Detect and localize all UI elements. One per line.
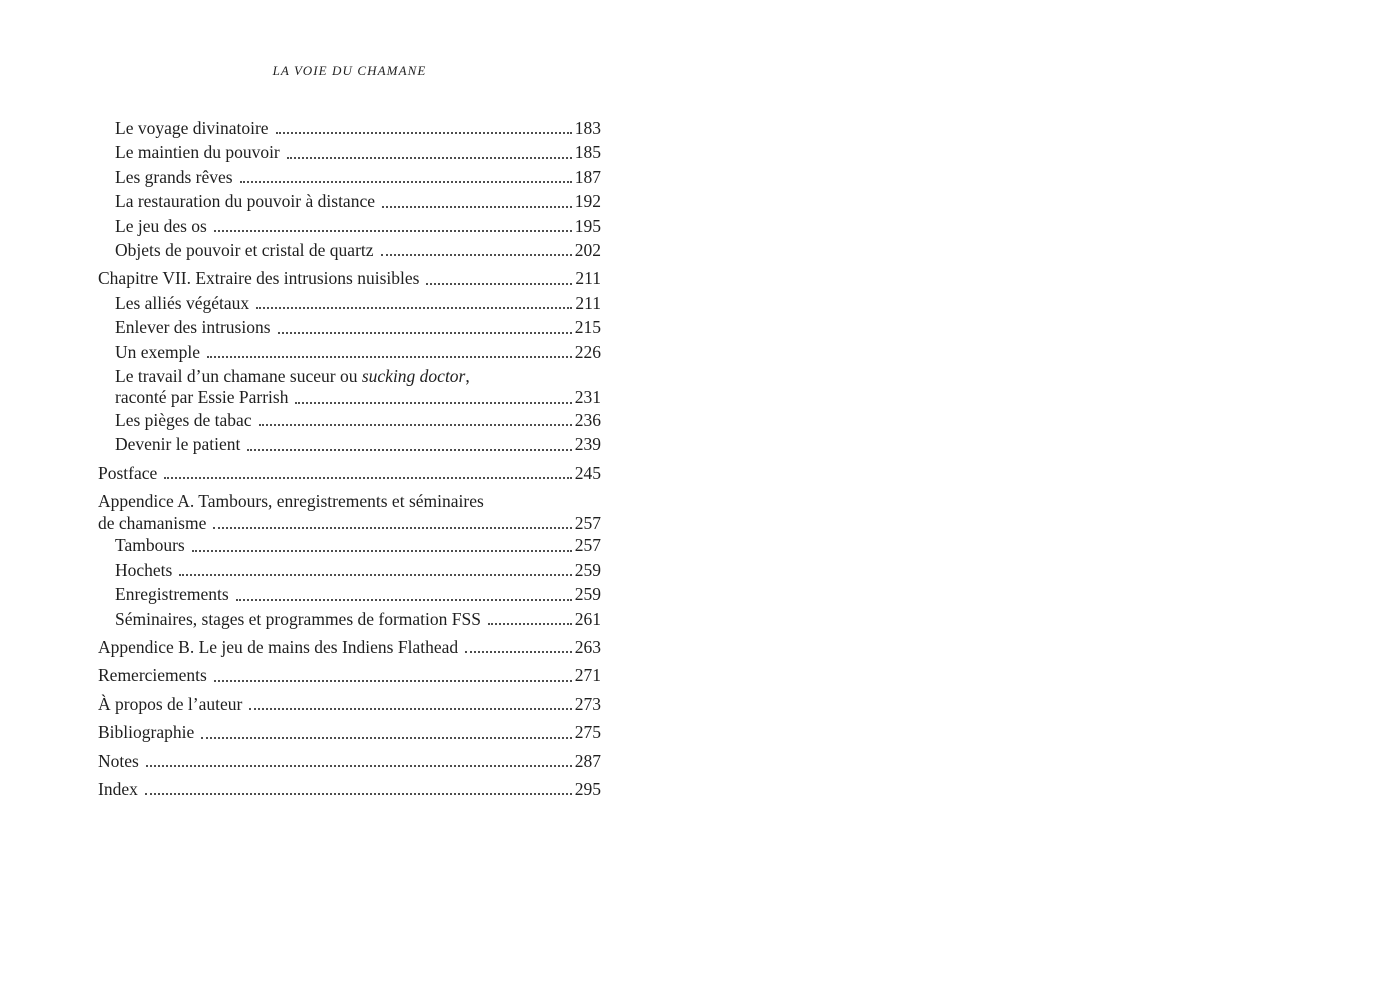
entry-title-segment: Les alliés végétaux	[115, 292, 250, 313]
toc-line	[98, 749, 601, 773]
entry-title	[98, 663, 207, 687]
entry-title-segment: Le voyage divinatoire	[115, 118, 269, 138]
entry-title-segment: Notes	[98, 750, 139, 771]
page-number: 215	[574, 317, 601, 338]
entry-title-segment: Appendice B. Le jeu de mains des Indiens Flathead	[98, 636, 459, 657]
entry-title-segment: Appendice A. Tambours, enregistrements et séminaires	[98, 491, 484, 512]
dot-leader	[295, 402, 571, 404]
page-number: 202	[574, 240, 601, 261]
page-number: 185	[574, 142, 601, 163]
entry-title	[115, 315, 271, 339]
entry-title	[115, 340, 200, 364]
entry-title-segment: Un exemple	[115, 341, 201, 362]
page-number: 287	[574, 750, 601, 771]
toc-line	[115, 214, 601, 238]
entry-title	[98, 489, 484, 513]
page-number: 275	[574, 722, 601, 743]
toc-entry	[98, 364, 601, 408]
dot-leader	[426, 283, 572, 285]
toc-entry	[98, 533, 601, 557]
page-number: 259	[574, 559, 601, 580]
toc-line	[115, 364, 601, 388]
page-number: 273	[574, 693, 601, 714]
toc-line	[98, 692, 601, 716]
entry-title-segment: Index	[98, 778, 138, 799]
toc-entry	[98, 663, 601, 687]
entry-title	[115, 165, 233, 189]
toc-entry	[98, 692, 601, 716]
page-number: 226	[574, 341, 601, 362]
page-number: 259	[574, 584, 601, 605]
entry-title-segment: Les grands rêves	[115, 166, 233, 187]
toc-line	[115, 315, 601, 339]
page-number: 245	[574, 462, 601, 483]
toc-entry	[98, 291, 601, 315]
dot-leader	[207, 356, 572, 358]
entry-title	[98, 461, 157, 485]
page-number: 236	[574, 410, 601, 431]
toc-line	[115, 238, 601, 262]
entry-title	[115, 408, 252, 432]
toc-line	[115, 558, 601, 582]
entry-title	[115, 116, 269, 140]
toc-entry	[98, 165, 601, 189]
dot-leader	[164, 477, 571, 479]
toc-entry	[98, 582, 601, 606]
toc-line	[98, 635, 601, 659]
page-number: 211	[575, 268, 601, 289]
dot-leader	[214, 230, 572, 232]
entry-title	[115, 558, 172, 582]
toc-entry	[98, 777, 601, 801]
entry-title	[115, 189, 375, 213]
entry-title-segment: Le jeu des os	[115, 215, 207, 236]
toc-line	[115, 140, 601, 164]
toc-entry	[98, 116, 601, 140]
dot-leader	[201, 737, 572, 739]
dot-leader	[179, 574, 571, 576]
page-number: 295	[574, 778, 601, 799]
dot-leader	[236, 599, 572, 601]
page-number: 195	[574, 215, 601, 236]
toc-entry	[98, 238, 601, 262]
toc-entry	[98, 140, 601, 164]
toc-line	[115, 582, 601, 606]
page-number: 192	[574, 191, 601, 212]
entry-title-segment: Objets de pouvoir et cristal de quartz	[115, 240, 374, 261]
dot-leader	[278, 332, 572, 334]
dot-leader	[256, 307, 572, 309]
toc-line	[115, 189, 601, 213]
entry-title-segment: Enlever des intrusions	[115, 317, 271, 338]
page-number: 261	[574, 608, 601, 629]
running-title: LA VOIE DU CHAMANE	[272, 63, 427, 78]
toc-entry	[98, 340, 601, 364]
dot-leader	[488, 623, 572, 625]
entry-title	[98, 720, 194, 744]
dot-leader	[192, 550, 572, 552]
entry-title: raconté par Essie Parrish	[115, 387, 289, 408]
entry-title-segment: La restauration du pouvoir à distance	[115, 191, 375, 212]
toc-entry	[98, 266, 601, 290]
toc-entry	[98, 408, 601, 432]
entry-title-italic-segment: sucking doctor	[361, 366, 466, 387]
page-number: 187	[574, 166, 601, 187]
dot-leader	[381, 254, 572, 256]
table-of-contents	[98, 116, 601, 801]
toc-line	[115, 533, 601, 557]
toc-line	[115, 116, 601, 140]
entry-title-segment: Remerciements	[98, 665, 207, 686]
entry-title	[115, 582, 229, 606]
dot-leader	[249, 708, 571, 710]
toc-line	[115, 388, 601, 408]
entry-title-segment: À propos de l’auteur	[98, 693, 243, 714]
dot-leader	[213, 527, 571, 529]
toc-line	[98, 514, 601, 534]
entry-title-segment: Séminaires, stages et programmes de formation FSS	[115, 608, 481, 629]
entry-title-segment: Devenir le patient	[115, 434, 241, 455]
toc-line	[98, 489, 601, 513]
toc-line	[115, 165, 601, 189]
entry-title	[115, 214, 207, 238]
toc-entry	[98, 189, 601, 213]
entry-title-segment: Chapitre VII. Extraire des intrusions nuisibles	[98, 268, 420, 289]
toc-line	[115, 291, 601, 315]
toc-entry	[98, 214, 601, 238]
entry-title-segment: ,	[465, 366, 470, 387]
toc-entry	[98, 635, 601, 659]
toc-entry	[98, 432, 601, 456]
page-number: 231	[574, 387, 601, 408]
dot-leader	[287, 157, 572, 159]
entry-title-segment: Tambours	[115, 535, 185, 556]
dot-leader	[276, 132, 572, 134]
dot-leader	[382, 206, 572, 208]
entry-title-segment: Postface	[98, 462, 158, 483]
dot-leader	[145, 793, 572, 795]
entry-title-segment: Le maintien du pouvoir	[115, 142, 280, 163]
toc-entry	[98, 749, 601, 773]
entry-title	[98, 635, 458, 659]
toc-line	[98, 461, 601, 485]
entry-title	[98, 777, 138, 801]
toc-line	[98, 663, 601, 687]
toc-line	[98, 777, 601, 801]
entry-title	[115, 291, 249, 315]
page-number: 239	[574, 434, 601, 455]
toc-entry	[98, 315, 601, 339]
entry-title	[115, 607, 481, 631]
entry-title	[115, 432, 240, 456]
entry-title	[98, 266, 419, 290]
entry-title	[115, 238, 374, 262]
page-number: 257	[574, 535, 601, 556]
entry-title	[115, 140, 280, 164]
toc-line	[115, 408, 601, 432]
page-number: 263	[574, 636, 601, 657]
dot-leader	[259, 424, 572, 426]
toc-line	[98, 266, 601, 290]
toc-line	[115, 607, 601, 631]
toc-line	[98, 720, 601, 744]
entry-title: de chamanisme	[98, 512, 207, 533]
page-number: 183	[574, 118, 601, 138]
toc-entry	[98, 489, 601, 533]
dot-leader	[465, 651, 572, 653]
entry-title-segment: Les pièges de tabac	[115, 410, 252, 431]
entry-title	[115, 364, 470, 388]
entry-title-segment: Bibliographie	[98, 722, 195, 743]
toc-entry	[98, 558, 601, 582]
page-number: 271	[574, 665, 601, 686]
toc-line	[115, 340, 601, 364]
page-number: 211	[575, 292, 601, 313]
dot-leader	[240, 181, 572, 183]
page-number: 257	[574, 512, 601, 533]
toc-entry	[98, 461, 601, 485]
toc-entry	[98, 607, 601, 631]
dot-leader	[214, 680, 572, 682]
entry-title-segment: Le travail d’un chamane suceur ou	[115, 366, 362, 387]
entry-title-segment: Hochets	[115, 559, 173, 580]
dot-leader	[247, 449, 571, 451]
entry-title	[98, 692, 242, 716]
toc-entry	[98, 720, 601, 744]
entry-title	[98, 749, 139, 773]
entry-title-segment: Enregistrements	[115, 584, 229, 605]
dot-leader	[146, 765, 572, 767]
entry-title	[115, 533, 185, 557]
toc-line	[115, 432, 601, 456]
